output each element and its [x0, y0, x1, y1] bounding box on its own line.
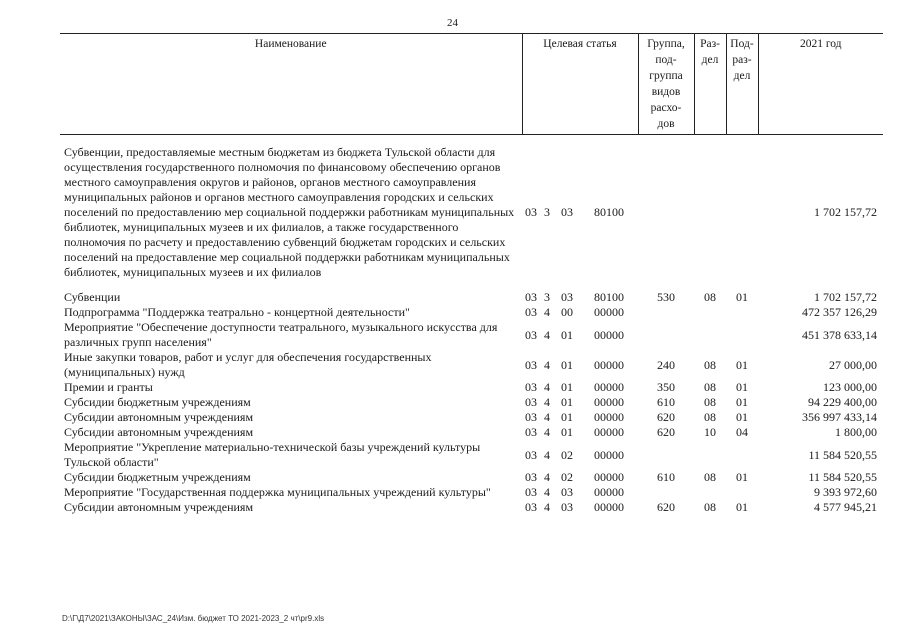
subsection-code: 01: [736, 470, 748, 484]
table-row: [60, 485, 883, 500]
expense-group: [638, 320, 694, 350]
target-item-subprogram: 4: [544, 410, 550, 424]
header-expense-group: [638, 34, 694, 135]
row-name: Субсидии автономным учреждениям: [64, 410, 254, 424]
header-section: [694, 34, 726, 135]
target-item-event: 01: [561, 357, 573, 372]
table-row: [60, 425, 883, 440]
section-code: 08: [704, 470, 716, 484]
header-section-line: Раз-: [700, 38, 720, 50]
header-group-line: расхо-: [650, 102, 682, 114]
expense-group: [638, 305, 694, 320]
expense-group: 620: [657, 500, 675, 514]
section-code: [694, 440, 726, 470]
header-subsection-line: дел: [733, 70, 751, 82]
header-subsection-line: Под-: [730, 38, 754, 50]
target-item-direction: 00000: [594, 410, 624, 424]
target-item-direction: 00000: [594, 500, 624, 514]
amount-2021: 1 702 157,72: [814, 290, 877, 304]
target-item-program: 03: [525, 327, 537, 342]
target-item-direction: 00000: [594, 470, 624, 484]
target-item-event: 01: [561, 327, 573, 342]
table-row: [60, 350, 883, 380]
target-item-subprogram: 4: [544, 305, 550, 319]
row-name: Субсидии бюджетным учреждениям: [64, 395, 251, 409]
expense-group: 240: [657, 357, 675, 372]
target-item-subprogram: 4: [544, 470, 550, 484]
amount-2021: 4 577 945,21: [814, 500, 877, 514]
section-code: 08: [704, 290, 716, 304]
section-code: 10: [704, 425, 716, 439]
expense-group: 610: [657, 470, 675, 484]
table-header: [60, 34, 883, 135]
section-code: 08: [704, 395, 716, 409]
target-item-subprogram: 3: [544, 205, 550, 219]
target-item-subprogram: 4: [544, 500, 550, 514]
spacer-row: [60, 280, 883, 290]
budget-table: [60, 33, 883, 515]
target-item-event: 01: [561, 410, 573, 424]
amount-2021: 94 229 400,00: [808, 395, 877, 409]
table-row: [60, 145, 883, 280]
subsection-code: [726, 305, 758, 320]
subsection-code: [726, 320, 758, 350]
file-path-footer: D:\Г\Д7\2021\ЗАКОНЫ\ЗАС_24\Изм. бюджет ТО 2021-2023_2 чт\pr9.xls: [62, 614, 325, 623]
subsection-code: [726, 440, 758, 470]
row-name: Субвенции, предоставляемые местным бюджетам из бюджета Тульской области для осуществления государственного полномочия по финансовому обеспечению органов местного самоуправления округов и районов, органов местного самоуправления муниципальных районов и органов местного самоуправления городских и сельских поселений по предоставлению мер социальной поддержки работникам муниципальных библиотек, муниципальных музеев и их филиалов, а также государственного полномочия по расчету и предоставлению субвенций бюджетам городских и сельских поселений на предоставление мер социальной поддержки работникам муниципальных библиотек, муниципальных музеев и их филиалов: [64, 145, 515, 279]
amount-2021: 9 393 972,60: [814, 485, 877, 499]
target-item-subprogram: 4: [544, 395, 550, 409]
expense-group: 350: [657, 380, 675, 394]
target-item-subprogram: 4: [544, 485, 550, 499]
table-row: [60, 500, 883, 515]
row-name: Мероприятие "Государственная поддержка муниципальных учреждений культуры": [64, 485, 491, 499]
target-item-event: 03: [561, 205, 573, 219]
target-item-program: 03: [525, 447, 537, 462]
amount-2021: 11 584 520,55: [808, 470, 877, 484]
amount-2021: 1 800,00: [835, 425, 877, 439]
amount-2021: 472 357 126,29: [802, 305, 877, 319]
header-subsection-line: раз-: [732, 54, 752, 66]
expense-group: [638, 440, 694, 470]
target-item-program: 03: [525, 470, 537, 484]
expense-group: 610: [657, 395, 675, 409]
target-item-direction: 00000: [594, 485, 624, 499]
expense-group: 530: [657, 290, 675, 304]
header-target-item: Целевая статья: [522, 34, 638, 135]
spacer-row: [60, 135, 883, 146]
target-item-event: 01: [561, 395, 573, 409]
target-item-subprogram: 4: [544, 425, 550, 439]
amount-2021: 11 584 520,55: [808, 447, 877, 462]
target-item-program: 03: [525, 290, 537, 304]
header-group-line: дов: [657, 118, 675, 130]
amount-2021: 1 702 157,72: [814, 205, 877, 219]
subsection-code: 04: [736, 425, 748, 439]
subsection-code: [726, 145, 758, 280]
expense-group: [638, 145, 694, 280]
target-item-program: 03: [525, 500, 537, 514]
header-group-line: под-: [655, 54, 677, 66]
target-item-program: 03: [525, 380, 537, 394]
target-item-event: 03: [561, 500, 573, 514]
target-item-subprogram: 4: [544, 447, 550, 462]
expense-group: 620: [657, 410, 675, 424]
amount-2021: 27 000,00: [829, 357, 877, 372]
expense-group: [638, 485, 694, 500]
header-group-line: группа: [649, 70, 683, 82]
subsection-code: [726, 485, 758, 500]
row-name: Субсидии бюджетным учреждениям: [64, 470, 251, 484]
target-item-program: 03: [525, 410, 537, 424]
row-name: Мероприятие "Обеспечение доступности театрального, музыкального искусства для различных групп населения": [64, 320, 498, 349]
target-item-direction: 00000: [594, 305, 624, 319]
table-row: [60, 410, 883, 425]
section-code: [694, 145, 726, 280]
expense-group: 620: [657, 425, 675, 439]
table-row: [60, 290, 883, 305]
table-row: [60, 470, 883, 485]
table-row: [60, 440, 883, 470]
target-item-event: 02: [561, 447, 573, 462]
header-section-line: дел: [701, 54, 719, 66]
target-item-program: 03: [525, 425, 537, 439]
row-name: Премии и гранты: [64, 380, 153, 394]
row-name: Подпрограмма "Поддержка театрально - концертной деятельности": [64, 305, 410, 319]
target-item-subprogram: 4: [544, 327, 550, 342]
row-name: Мероприятие "Укрепление материально-технической базы учреждений культуры Тульской области": [64, 440, 481, 469]
subsection-code: 01: [736, 410, 748, 424]
target-item-event: 02: [561, 470, 573, 484]
header-year: 2021 год: [758, 34, 883, 135]
section-code: 08: [704, 410, 716, 424]
row-name: Субсидии автономным учреждениям: [64, 500, 254, 514]
target-item-program: 03: [525, 205, 537, 219]
target-item-direction: 00000: [594, 447, 624, 462]
row-name: Субсидии автономным учреждениям: [64, 425, 254, 439]
section-code: 08: [704, 500, 716, 514]
target-item-direction: 80100: [594, 290, 624, 304]
header-subsection: [726, 34, 758, 135]
table-body: [60, 135, 883, 516]
section-code: [694, 485, 726, 500]
target-item-event: 03: [561, 485, 573, 499]
target-item-event: 00: [561, 305, 573, 319]
budget-table-sheet: [60, 33, 883, 515]
target-item-program: 03: [525, 485, 537, 499]
amount-2021: 356 997 433,14: [802, 410, 877, 424]
target-item-direction: 00000: [594, 425, 624, 439]
row-name: Иные закупки товаров, работ и услуг для обеспечения государственных (муниципальных) нужд: [64, 350, 432, 379]
target-item-direction: 00000: [594, 327, 624, 342]
target-item-direction: 00000: [594, 395, 624, 409]
target-item-subprogram: 3: [544, 290, 550, 304]
section-code: [694, 305, 726, 320]
table-row: [60, 320, 883, 350]
subsection-code: 01: [736, 500, 748, 514]
target-item-direction: 80100: [594, 205, 624, 219]
target-item-program: 03: [525, 357, 537, 372]
subsection-code: 01: [736, 395, 748, 409]
table-row: [60, 305, 883, 320]
section-code: 08: [704, 357, 716, 372]
target-item-subprogram: 4: [544, 357, 550, 372]
header-group-line: Группа,: [647, 38, 685, 50]
amount-2021: 123 000,00: [823, 380, 877, 394]
subsection-code: 01: [736, 290, 748, 304]
target-item-direction: 00000: [594, 357, 624, 372]
target-item-program: 03: [525, 395, 537, 409]
target-item-event: 03: [561, 290, 573, 304]
header-group-line: видов: [651, 86, 681, 98]
header-name: Наименование: [60, 34, 522, 135]
target-item-subprogram: 4: [544, 380, 550, 394]
target-item-event: 01: [561, 425, 573, 439]
section-code: 08: [704, 380, 716, 394]
target-item-direction: 00000: [594, 380, 624, 394]
table-row: [60, 380, 883, 395]
row-name: Субвенции: [64, 290, 121, 304]
target-item-program: 03: [525, 305, 537, 319]
page-number: 24: [447, 17, 458, 29]
subsection-code: 01: [736, 357, 748, 372]
table-row: [60, 395, 883, 410]
section-code: [694, 320, 726, 350]
amount-2021: 451 378 633,14: [802, 327, 877, 342]
target-item-event: 01: [561, 380, 573, 394]
subsection-code: 01: [736, 380, 748, 394]
